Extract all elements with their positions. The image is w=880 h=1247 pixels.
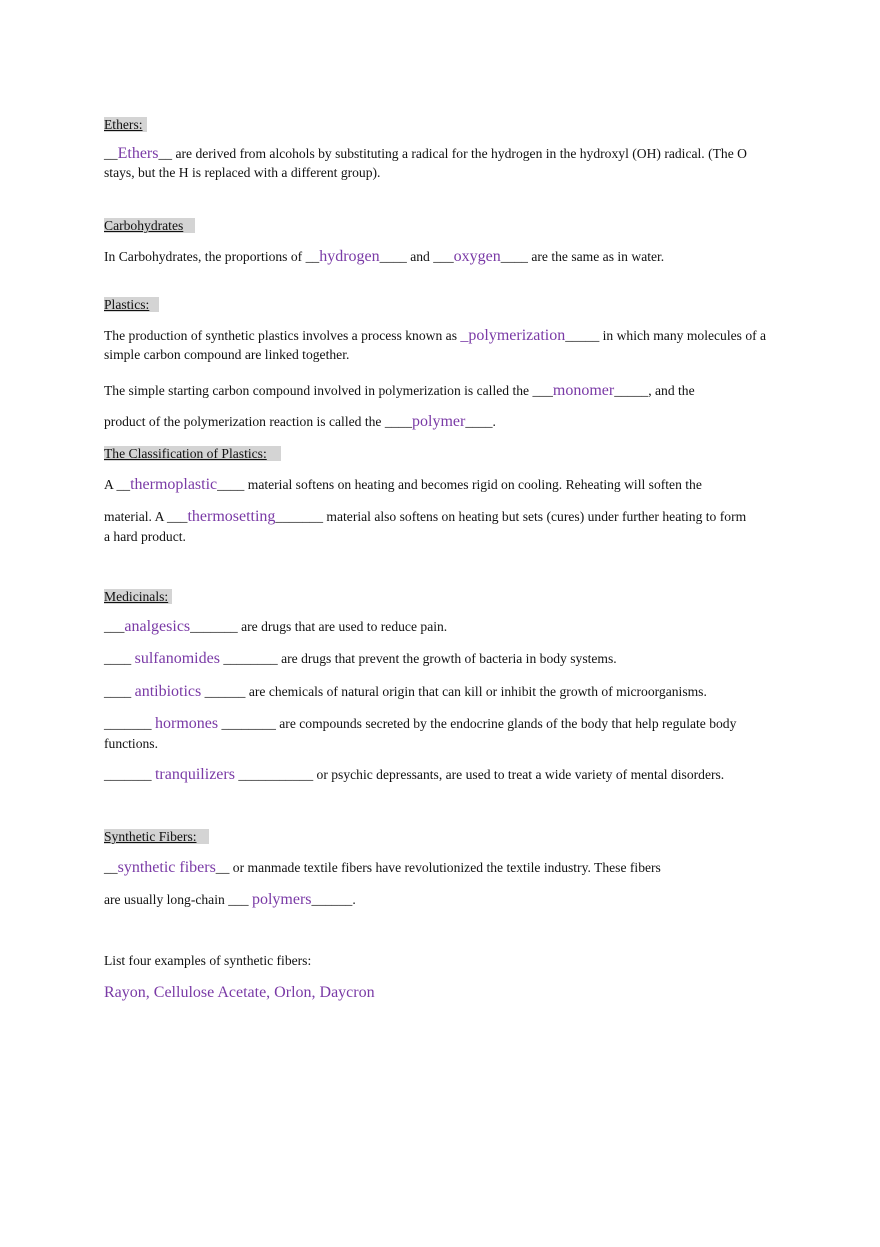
classification-heading: The Classification of Plastics: xyxy=(104,446,281,461)
sulfanomides-answer: sulfanomides xyxy=(134,650,220,667)
polymerization-answer: _polymerization xyxy=(460,327,566,344)
synthetic-fibers-answer: synthetic fibers xyxy=(117,859,216,876)
fibers-examples-answer: Rayon, Cellulose Acetate, Orlon, Daycron xyxy=(104,984,375,1001)
carbohydrates-sentence: In Carbohydrates, the proportions of __hydrogen____ and ___oxygen____ are the same as in water. xyxy=(104,248,665,265)
medicinals-heading: Medicinals: xyxy=(104,589,172,604)
classification-sentence-2: material. A ___thermosetting_______ material also softens on heating but sets (cures) under further heating to form xyxy=(104,508,747,525)
plastics-sentence-3: The simple starting carbon compound involved in polymerization is called the ___monomer_____, and the xyxy=(104,382,695,399)
plastics-sentence-4: product of the polymerization reaction is called the ____polymer____. xyxy=(104,413,496,430)
hydrogen-answer: hydrogen xyxy=(319,248,380,265)
classification-heading-line xyxy=(104,445,281,463)
monomer-answer: monomer xyxy=(552,382,615,399)
classification-sentence-1: A __thermoplastic____ material softens on heating and becomes rigid on cooling. Reheating will soften the xyxy=(104,476,702,493)
fibers-heading-line xyxy=(104,828,209,846)
classification-sentence-3: a hard product. xyxy=(104,529,186,544)
antibiotics-answer: antibiotics xyxy=(134,683,202,700)
ethers-answer: Ethers xyxy=(117,145,159,162)
plastics-heading: Plastics: xyxy=(104,297,159,312)
thermosetting-answer: thermosetting xyxy=(187,508,276,525)
medicinals-heading-line xyxy=(104,588,172,606)
medicinals-functions: functions. xyxy=(104,736,158,751)
ethers-sentence-2: stays, but the H is replaced with a different group). xyxy=(104,165,381,180)
medicinals-tranquilizers: _______ tranquilizers ___________ or psychic depressants, are used to treat a wide variety of mental disorders. xyxy=(104,766,725,783)
hormones-answer: hormones xyxy=(154,715,219,732)
polymer-answer: polymer xyxy=(412,413,466,430)
carbohydrates-heading-line xyxy=(104,217,195,235)
medicinals-hormones: _______ hormones ________ are compounds secreted by the endocrine glands of the body that help regulate body xyxy=(104,715,737,732)
plastics-sentence-2: simple carbon compound are linked together. xyxy=(104,347,350,362)
fibers-sentence-1: __synthetic fibers__ or manmade textile fibers have revolutionized the textile industry. These fibers xyxy=(104,859,661,876)
tranquilizers-answer: tranquilizers xyxy=(154,766,235,783)
medicinals-sulfanomides: ____ sulfanomides ________ are drugs that prevent the growth of bacteria in body systems. xyxy=(104,650,617,667)
plastics-heading-line xyxy=(104,296,159,314)
thermoplastic-answer: thermoplastic xyxy=(130,476,218,493)
fibers-sentence-2: are usually long-chain ___ polymers______. xyxy=(104,891,356,908)
ethers-sentence-1: __Ethers__ are derived from alcohols by substituting a radical for the hydrogen in the hydroxyl (OH) radical. (The O xyxy=(104,145,747,162)
analgesics-answer: analgesics xyxy=(124,618,191,635)
medicinals-antibiotics: ____ antibiotics ______ are chemicals of natural origin that can kill or inhibit the growth of microorganisms. xyxy=(104,683,707,700)
carbohydrates-heading: Carbohydrates xyxy=(104,218,195,233)
fibers-list-prompt: List four examples of synthetic fibers: xyxy=(104,953,312,968)
medicinals-analgesics: ___analgesics_______ are drugs that are used to reduce pain. xyxy=(104,618,448,635)
oxygen-answer: oxygen xyxy=(453,248,501,265)
ethers-heading-line xyxy=(104,116,147,134)
polymers-answer: polymers xyxy=(251,891,312,908)
plastics-sentence-1: The production of synthetic plastics involves a process known as _polymerization_____ in which many molecules of a xyxy=(104,327,767,344)
fibers-heading: Synthetic Fibers: xyxy=(104,829,209,844)
ethers-heading: Ethers: xyxy=(104,117,147,132)
